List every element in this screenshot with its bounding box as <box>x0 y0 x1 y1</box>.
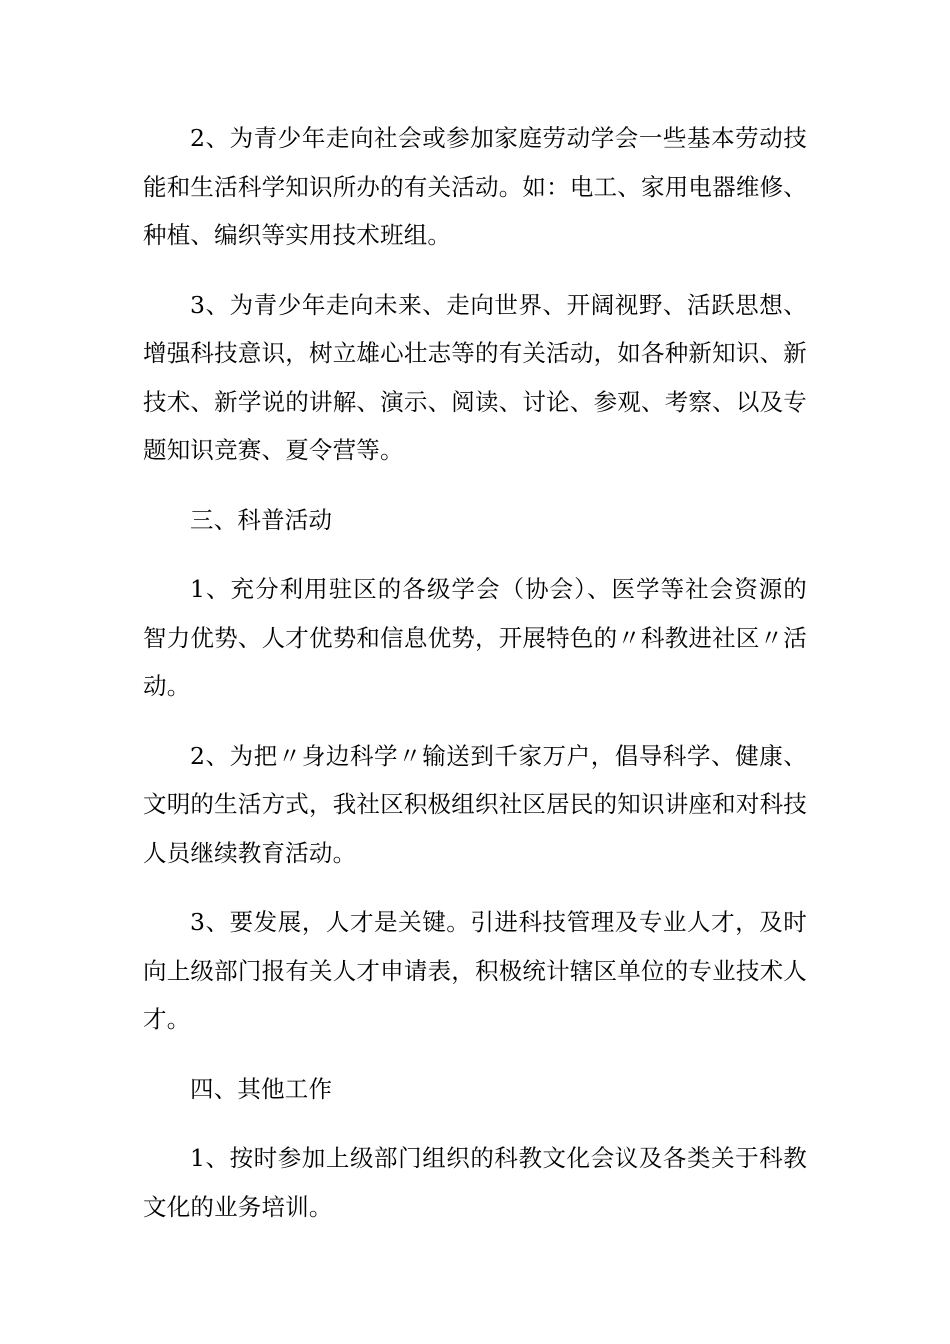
paragraph-item-2: 2、为把〃身边科学〃输送到千家万户，倡导科学、健康、文明的生活方式，我社区积极组织社区居民的知识讲座和对科技人员继续教育活动。 <box>143 741 807 867</box>
section-heading-science-popularization: 三、科普活动 <box>190 505 333 534</box>
section-heading-other-work: 四、其他工作 <box>190 1074 333 1103</box>
paragraph-item-1: 1、按时参加上级部门组织的科教文化会议及各类关于科教文化的业务培训。 <box>143 1144 807 1221</box>
paragraph-item-1: 1、充分利用驻区的各级学会（协会）、医学等社会资源的智力优势、人才优势和信息优势，开展特色的〃科教进社区〃活动。 <box>143 575 807 700</box>
document-body <box>143 114 807 1252</box>
paragraph-item-3: 3、要发展，人才是关键。引进科技管理及专业人才，及时向上级部门报有关人才申请表，积极统计辖区单位的专业技术人才。 <box>143 908 807 1033</box>
paragraph-item-2: 2、为青少年走向社会或参加家庭劳动学会一些基本劳动技能和生活科学知识所办的有关活动。如：电工、家用电器维修、种植、编织等实用技术班组。 <box>143 124 807 249</box>
paragraph-item-3: 3、为青少年走向未来、走向世界、开阔视野、活跃思想、增强科技意识，树立雄心壮志等的有关活动，如各种新知识、新技术、新学说的讲解、演示、阅读、讨论、参观、考察、以及专题知识竞赛、夏令营等。 <box>143 290 807 464</box>
